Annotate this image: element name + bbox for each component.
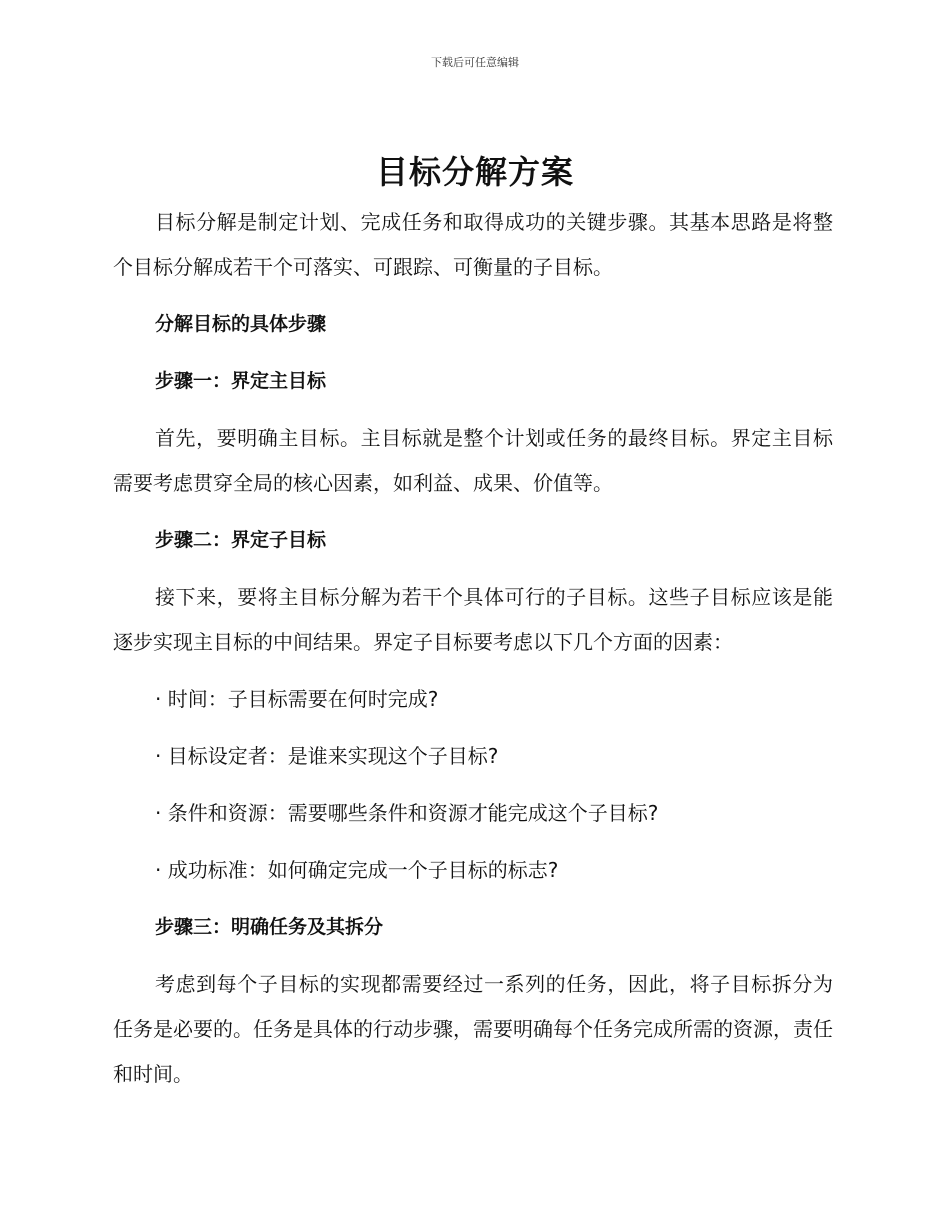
step2-paragraph: 接下来，要将主目标分解为若干个具体可行的子目标。这些子目标应该是能逐步实现主目标的中间结果。界定子目标要考虑以下几个方面的因素： [113, 585, 833, 654]
document-title: 目标分解方案 [375, 153, 574, 191]
bullet-item-criteria: · 成功标准：如何确定完成一个子目标的标志? [155, 858, 559, 882]
bullet-item-setter: · 目标设定者：是谁来实现这个子目标? [155, 744, 499, 768]
bullet-item-time: · 时间：子目标需要在何时完成? [155, 687, 439, 711]
step1-paragraph: 首先，要明确主目标。主目标就是整个计划或任务的最终目标。界定主目标需要考虑贯穿全局的核心因素，如利益、成果、价值等。 [113, 426, 833, 495]
step3-heading: 步骤三：明确任务及其拆分 [155, 916, 384, 938]
document-body [113, 200, 833, 1097]
step2-heading: 步骤二：界定子目标 [155, 529, 327, 551]
section-heading: 分解目标的具体步骤 [155, 313, 327, 335]
intro-paragraph: 目标分解是制定计划、完成任务和取得成功的关键步骤。其基本思路是将整个目标分解成若干个可落实、可跟踪、可衡量的子目标。 [113, 210, 833, 279]
step1-heading: 步骤一：界定主目标 [155, 370, 327, 392]
step3-paragraph: 考虑到每个子目标的实现都需要经过一系列的任务，因此，将子目标拆分为任务是必要的。任务是具体的行动步骤，需要明确每个任务完成所需的资源，责任和时间。 [113, 972, 833, 1086]
bullet-item-resources: · 条件和资源：需要哪些条件和资源才能完成这个子目标? [155, 801, 659, 825]
page-header-note: 下载后可任意编辑 [431, 56, 519, 69]
